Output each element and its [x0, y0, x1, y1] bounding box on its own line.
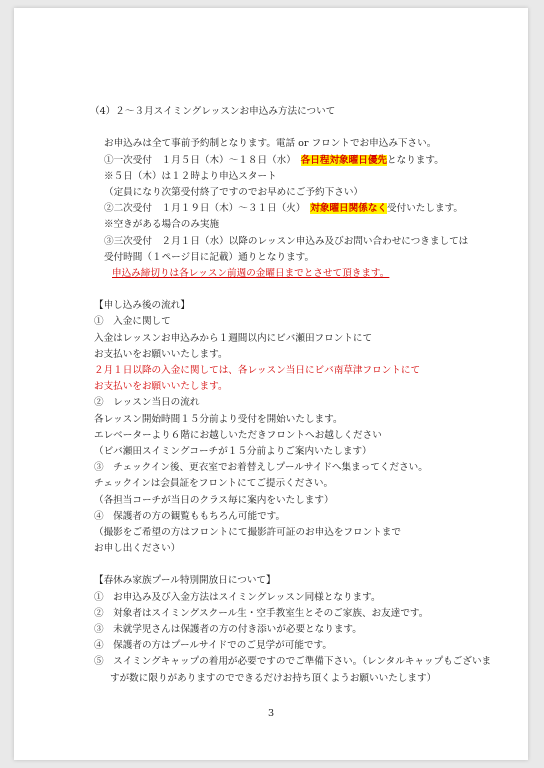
payment-line-2: お支払いをお願いいたします。: [94, 348, 228, 360]
note-capacity: （定員になり次第受付終了ですのでお早めにご予約下さい）: [104, 186, 364, 198]
payment-red-line-1: ２月１日以降の入金に関しては、各レッスン当日にビバ南草津フロントにて: [94, 365, 421, 376]
spring-item-3: ③ 未就学児さんは保護者の方の付き添いが必要となります。: [94, 624, 362, 635]
second-reception-line: [90, 201, 510, 217]
deadline-notice: [90, 266, 510, 282]
checkin-line-1: チェックインは会員証をフロントにてご提示ください。: [94, 478, 334, 490]
lesson-day-title: ② レッスン当日の流れ: [94, 397, 200, 409]
third-reception-line-2: 受付時間（１ページ目に記載）通りとなります。: [104, 251, 315, 263]
intro-paragraph: お申込みは全て事前予約制となります。電話 or フロントでお申込み下さい。: [104, 138, 437, 150]
payment-line-1: 入金はレッスンお申込みから１週間以内にビバ瀬田フロントにて: [94, 332, 373, 344]
second-reception-text: ②二次受付 １月１９日（木）～３１日（火）: [104, 203, 301, 215]
guardian-line-2: お申し出ください）: [94, 543, 181, 555]
spring-item-5: ⑤ スイミングキャップの着用が必要ですのでご準備下さい。（レンタルキャップもございま: [94, 656, 492, 668]
first-reception-highlight: 各日程対象曜日優先: [300, 154, 388, 166]
document-body: [90, 104, 510, 687]
checkin-line-2: （各担当コーチが当日のクラス毎に案内をいたします）: [94, 494, 334, 506]
guardian-title: ④ 保護者の方の観覧ももちろん可能です。: [94, 510, 286, 522]
spring-item-1: ① お申込み及び入金方法はスイミングレッスン同様となります。: [94, 591, 381, 603]
checkin-title: ③ チェックイン後、更衣室でお着替えしプールサイドへ集まってください。: [94, 462, 428, 474]
lesson-day-line-1: 各レッスン開始時間１５分前より受付を開始いたします。: [94, 413, 343, 425]
second-reception-tail: 受付いたします。: [387, 203, 463, 215]
first-reception-tail: となります。: [387, 154, 444, 166]
lesson-day-line-2: エレベーターより６階にお越しいただきフロントへお越しください: [94, 429, 382, 441]
first-reception-text: ①一次受付 １月５日（木）～１８日（水）: [104, 154, 292, 166]
lesson-day-line-3: （ビバ瀬田スイミングコーチが１５分前よりご案内いたします）: [94, 445, 372, 457]
spring-item-4: ④ 保護者の方はプールサイドでのご見学が可能です。: [94, 640, 332, 652]
guardian-line-1: （撮影をご希望の方はフロントにて撮影許可証のお申込をフロントまで: [94, 526, 401, 538]
spacer: [90, 282, 510, 298]
flow-section-title: 【申し込み後の流れ】: [94, 300, 190, 312]
deadline-text: 申込み締切りは各レッスン前週の金曜日までとさせて頂きます。: [112, 267, 390, 279]
page-number: 3: [267, 708, 275, 719]
note-vacancy: ※空きがある場合のみ実施: [104, 219, 220, 231]
second-reception-highlight: 対象曜日関係なく: [310, 203, 388, 215]
payment-red-line-2: お支払いをお願いいたします。: [94, 381, 228, 393]
section-heading: （4）２～３月スイミングレッスンお申込み方法について: [90, 106, 336, 117]
spring-section-title: 【春休み家族プール特別開放日について】: [94, 575, 276, 587]
document-page: [14, 8, 528, 760]
spring-item-2: ② 対象者はスイミングスクール生・空手教室生とそのご家族、お友達です。: [94, 607, 429, 619]
third-reception-line: ③三次受付 ２月１日（水）以降のレッスン申込み及びお問い合わせにつきましては: [104, 235, 469, 247]
note-start-time: ※５日（木）は１２時より申込スタート: [104, 170, 277, 182]
spacer: [90, 557, 510, 573]
spring-item-5-cont: すが数に限りがありますのでできるだけお持ち頂くようお願いいたします）: [110, 672, 437, 684]
spacer: [90, 120, 510, 136]
first-reception-line: [90, 153, 510, 169]
payment-title: ① 入金に関して: [94, 316, 171, 328]
